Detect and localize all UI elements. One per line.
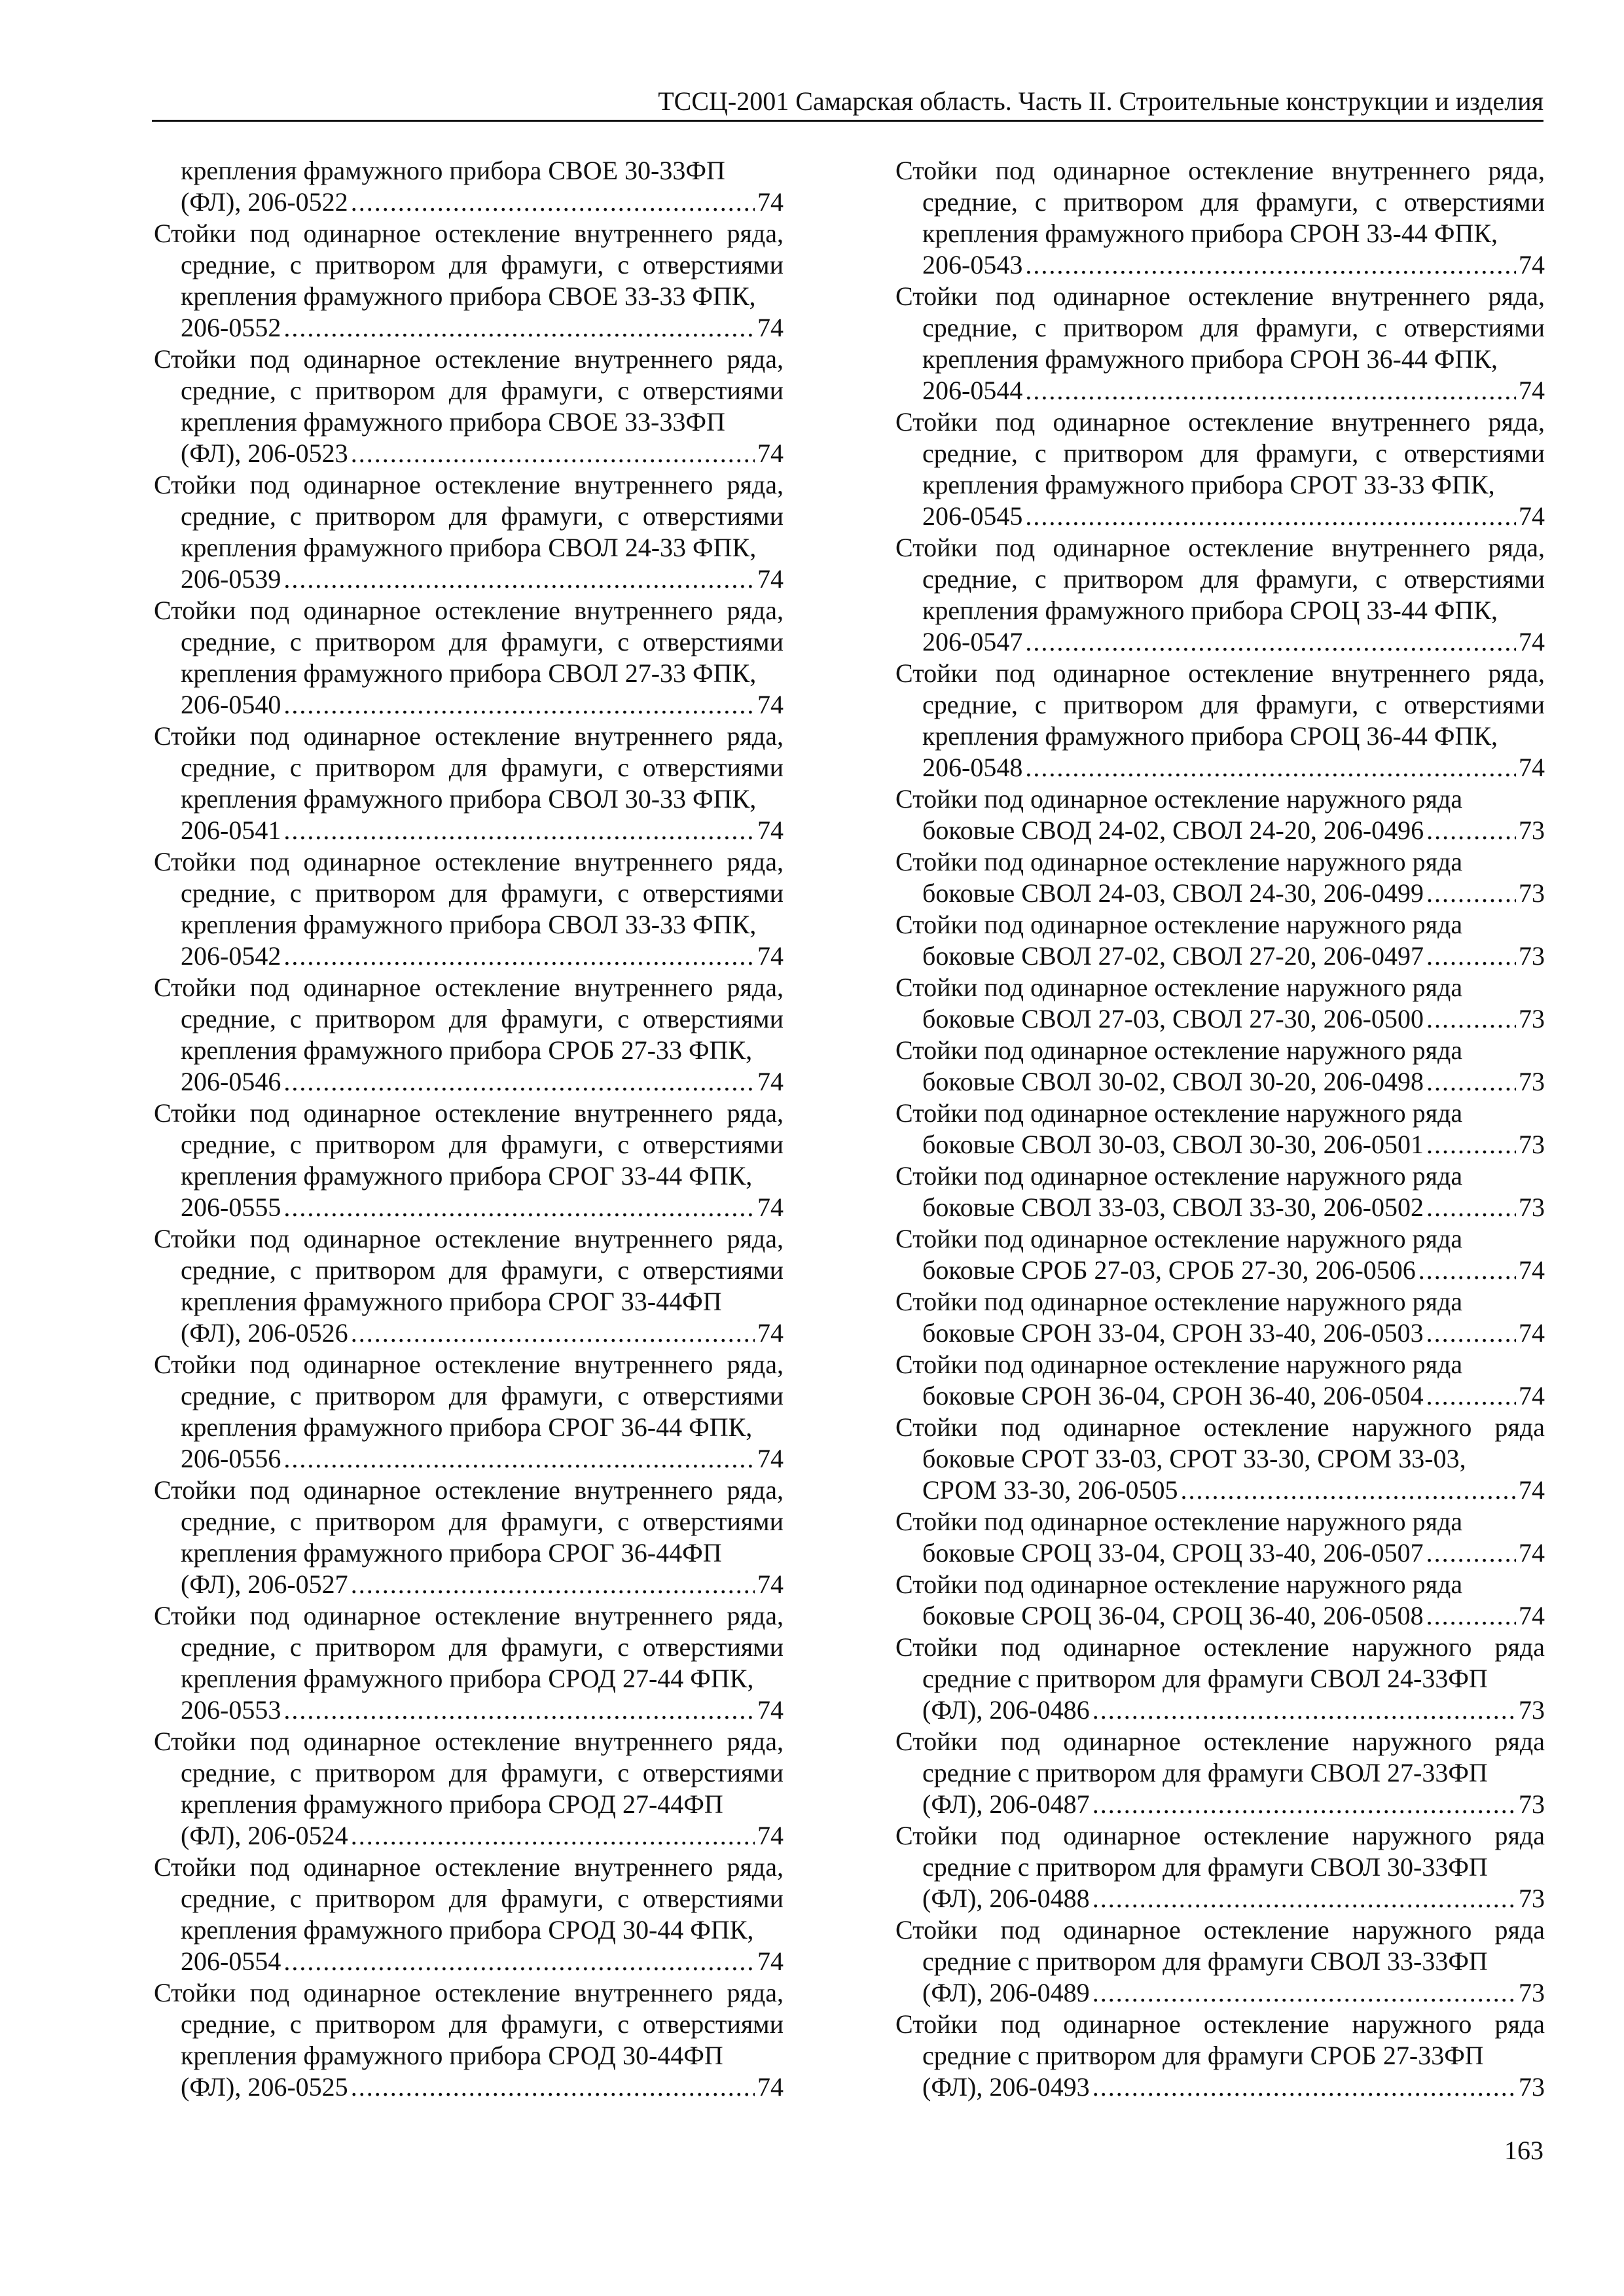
dot-leader <box>1092 1695 1516 1726</box>
index-entry-text: Стойки под одинарное остекление наружного ряда <box>895 847 1463 876</box>
entry-page: 74 <box>757 1946 784 1976</box>
index-entry <box>154 1852 784 1977</box>
entry-page: 74 <box>1519 1538 1545 1568</box>
entry-code: 206-0541 <box>181 816 281 845</box>
entry-page: 74 <box>1519 376 1545 405</box>
index-entry-text: Стойки под одинарное остекление наружного ряда <box>895 1350 1463 1379</box>
index-entry <box>895 1569 1545 1632</box>
index-entry <box>895 1035 1545 1098</box>
entry-page: 73 <box>1519 1067 1545 1096</box>
dot-leader <box>283 1695 755 1726</box>
entry-code: боковые СВОД 24-02, СВОЛ 24-20, 206-0496 <box>922 816 1424 845</box>
entry-code: (ФЛ), 206-0525 <box>181 2072 348 2102</box>
dot-leader <box>283 815 755 846</box>
dot-leader <box>1092 2072 1516 2103</box>
dot-leader <box>1025 249 1516 281</box>
index-entry <box>895 1412 1545 1506</box>
index-entry-ref <box>895 375 1545 406</box>
dot-leader <box>1025 501 1516 532</box>
index-entry-text: Стойки под одинарное остекление наружного ряда <box>895 1035 1463 1065</box>
index-entry <box>895 1349 1545 1412</box>
entry-page: 74 <box>1519 1255 1545 1285</box>
index-entry <box>154 595 784 721</box>
index-entry-text: Стойки под одинарное остекление наружного ряда <box>895 973 1463 1002</box>
index-entry-ref <box>154 941 784 972</box>
dot-leader <box>351 1569 755 1600</box>
dot-leader <box>283 564 755 595</box>
index-entry-ref <box>895 1003 1545 1035</box>
entry-code: 206-0544 <box>922 376 1023 405</box>
index-entry-ref <box>895 1380 1545 1412</box>
dot-leader <box>1426 878 1516 909</box>
entry-code: боковые СВОЛ 30-02, СВОЛ 30-20, 206-0498 <box>922 1067 1424 1096</box>
index-entry-ref <box>895 1255 1545 1286</box>
index-entry <box>895 1632 1545 1726</box>
index-entry <box>895 972 1545 1035</box>
index-entry-ref <box>895 501 1545 532</box>
index-entry-text: Стойки под одинарное остекление внутреннего ряда, средние, с притвором для фрамуги, с отверстиями крепления фрамужного прибора СВОЛ 27-33 ФПК, <box>154 596 784 688</box>
index-entry-text: Стойки под одинарное остекление внутреннего ряда, средние, с притвором для фрамуги, с отверстиями крепления фрамужного прибора СРОЦ 36-44 ФПК, <box>895 658 1545 751</box>
index-entry <box>154 972 784 1098</box>
index-entry <box>895 846 1545 909</box>
entry-page: 74 <box>757 1695 784 1725</box>
entry-code: боковые СРОЦ 36-04, СРОЦ 36-40, 206-0508 <box>922 1601 1424 1630</box>
index-entry-ref <box>895 1129 1545 1160</box>
entry-code: (ФЛ), 206-0487 <box>922 1789 1090 1819</box>
entry-page: 74 <box>1519 250 1545 279</box>
index-entry-ref <box>895 1977 1545 2009</box>
entry-page: 73 <box>1519 1884 1545 1913</box>
index-entry <box>895 658 1545 783</box>
dot-leader <box>283 312 755 344</box>
entry-code: (ФЛ), 206-0522 <box>181 187 348 217</box>
index-entry-ref <box>895 1537 1545 1569</box>
index-entry-text: Стойки под одинарное остекление внутреннего ряда, средние, с притвором для фрамуги, с отверстиями крепления фрамужного прибора СРОГ 33-44 ФПК, <box>154 1098 784 1191</box>
index-entry-text: Стойки под одинарное остекление наружного ряда <box>895 1287 1463 1316</box>
entry-code: (ФЛ), 206-0523 <box>181 439 348 468</box>
index-entry-text: Стойки под одинарное остекление внутреннего ряда, средние, с притвором для фрамуги, с отверстиями крепления фрамужного прибора СВОЛ 33-33 ФПК, <box>154 847 784 939</box>
index-entry <box>895 1160 1545 1223</box>
index-entry-text: Стойки под одинарное остекление внутреннего ряда, средние, с притвором для фрамуги, с отверстиями крепления фрамужного прибора СРОЦ 33-44 ФПК, <box>895 533 1545 625</box>
index-entry-ref <box>154 312 784 344</box>
entry-code: 206-0548 <box>922 753 1023 782</box>
index-entry <box>895 2009 1545 2103</box>
index-entry-ref <box>895 1475 1545 1506</box>
index-entry <box>154 1475 784 1600</box>
entry-page: 74 <box>757 187 784 217</box>
dot-leader <box>283 1443 755 1475</box>
entry-code: боковые СВОЛ 30-03, СВОЛ 30-30, 206-0501 <box>922 1130 1424 1159</box>
index-entry-text: Стойки под одинарное остекление внутреннего ряда, средние, с притвором для фрамуги, с отверстиями крепления фрамужного прибора СВОЛ 24-33 ФПК, <box>154 470 784 562</box>
index-entry-text: Стойки под одинарное остекление внутреннего ряда, средние, с притвором для фрамуги, с отверстиями крепления фрамужного прибора СВОЕ 33-33ФП <box>154 344 784 437</box>
index-entry-ref <box>154 2072 784 2103</box>
index-entry-text: Стойки под одинарное остекление наружного ряда <box>895 1507 1463 1536</box>
index-entry-text: Стойки под одинарное остекление наружного ряда <box>895 784 1463 814</box>
index-entry <box>154 846 784 972</box>
entry-page: 74 <box>757 690 784 719</box>
dot-leader <box>351 187 755 218</box>
dot-leader <box>283 1946 755 1977</box>
entry-code: 206-0555 <box>181 1193 281 1222</box>
index-entry <box>895 1820 1545 1914</box>
index-entry-text: Стойки под одинарное остекление внутреннего ряда, средние, с притвором для фрамуги, с отверстиями крепления фрамужного прибора СРОН 33-44 ФПК, <box>895 156 1545 248</box>
entry-page: 73 <box>1519 1789 1545 1819</box>
entry-page: 74 <box>757 439 784 468</box>
index-entry <box>895 155 1545 281</box>
index-entry <box>154 155 784 218</box>
entry-page: 73 <box>1519 1978 1545 2007</box>
index-entry-text: Стойки под одинарное остекление внутреннего ряда, средние, с притвором для фрамуги, с отверстиями крепления фрамужного прибора СРОН 36-44 ФПК, <box>895 281 1545 374</box>
dot-leader <box>283 941 755 972</box>
entry-page: 73 <box>1519 816 1545 845</box>
entry-page: 74 <box>757 816 784 845</box>
index-entry-ref <box>154 564 784 595</box>
entry-code: боковые СРОН 33-04, СРОН 33-40, 206-0503 <box>922 1318 1424 1348</box>
entry-page: 74 <box>1519 501 1545 531</box>
entry-code: 206-0552 <box>181 313 281 342</box>
index-entry-text: Стойки под одинарное остекление внутреннего ряда, средние, с притвором для фрамуги, с отверстиями крепления фрамужного прибора СРОД 30-44 ФПК, <box>154 1852 784 1945</box>
index-entry <box>154 218 784 344</box>
entry-code: (ФЛ), 206-0486 <box>922 1695 1090 1725</box>
index-entry-ref <box>154 1318 784 1349</box>
entry-page: 73 <box>1519 878 1545 908</box>
index-column-left <box>154 155 784 2103</box>
dot-leader <box>1025 752 1516 783</box>
index-entry <box>154 1349 784 1475</box>
index-entry-text: Стойки под одинарное остекление наружного ряда боковые СРОТ 33-03, СРОТ 33-30, СРОМ 33-03, <box>895 1412 1545 1473</box>
dot-leader <box>283 1192 755 1223</box>
index-entry-text: Стойки под одинарное остекление наружного ряда средние с притвором для фрамуги СВОЛ 27-33ФП <box>895 1727 1545 1787</box>
dot-leader <box>283 1066 755 1098</box>
entry-code: 206-0539 <box>181 564 281 594</box>
index-entry <box>895 532 1545 658</box>
index-entry-ref <box>895 1066 1545 1098</box>
index-entry-text: Стойки под одинарное остекление наружного ряда средние с притвором для фрамуги СВОЛ 24-33ФП <box>895 1632 1545 1693</box>
index-entry-text: Стойки под одинарное остекление внутреннего ряда, средние, с притвором для фрамуги, с отверстиями крепления фрамужного прибора СРОД 30-44ФП <box>154 1978 784 2070</box>
index-entry <box>154 1726 784 1852</box>
index-entry-text: Стойки под одинарное остекление внутреннего ряда, средние, с притвором для фрамуги, с отверстиями крепления фрамужного прибора СРОГ 33-44ФП <box>154 1224 784 1316</box>
index-entry-text: Стойки под одинарное остекление наружного ряда средние с притвором для фрамуги СВОЛ 30-33ФП <box>895 1821 1545 1882</box>
index-entry-ref <box>895 752 1545 783</box>
entry-code: 206-0543 <box>922 250 1023 279</box>
index-entry <box>895 406 1545 532</box>
index-entry-ref <box>154 1066 784 1098</box>
index-entry-text: Стойки под одинарное остекление внутреннего ряда, средние, с притвором для фрамуги, с отверстиями крепления фрамужного прибора СВОЕ 33-33 ФПК, <box>154 219 784 311</box>
dot-leader <box>1418 1255 1516 1286</box>
index-entry <box>154 344 784 469</box>
entry-code: (ФЛ), 206-0493 <box>922 2072 1090 2102</box>
index-entry <box>895 1286 1545 1349</box>
entry-page: 74 <box>757 564 784 594</box>
index-entry-ref <box>154 1569 784 1600</box>
index-entry-ref <box>895 878 1545 909</box>
index-entry-ref <box>895 626 1545 658</box>
index-entry <box>895 909 1545 972</box>
dot-leader <box>1426 815 1516 846</box>
entry-code: боковые СРОЦ 33-04, СРОЦ 33-40, 206-0507 <box>922 1538 1424 1568</box>
index-entry <box>154 1977 784 2103</box>
index-entry <box>154 1223 784 1349</box>
entry-page: 74 <box>757 941 784 971</box>
entry-code: боковые СРОН 36-04, СРОН 36-40, 206-0504 <box>922 1381 1424 1410</box>
index-entry-ref <box>895 249 1545 281</box>
entry-page: 74 <box>757 313 784 342</box>
index-entry-ref <box>154 1820 784 1852</box>
entry-page: 74 <box>757 1193 784 1222</box>
dot-leader <box>1025 375 1516 406</box>
entry-code: СРОМ 33-30, 206-0505 <box>922 1475 1178 1505</box>
index-entry-text: крепления фрамужного прибора СВОЕ 30-33ФП <box>181 156 725 185</box>
index-entry-text: Стойки под одинарное остекление наружного ряда <box>895 1098 1463 1128</box>
index-entry-ref <box>154 187 784 218</box>
entry-page: 74 <box>1519 1601 1545 1630</box>
index-entry <box>895 1506 1545 1569</box>
entry-page: 74 <box>1519 753 1545 782</box>
dot-leader <box>1426 1003 1516 1035</box>
index-entry <box>895 1726 1545 1820</box>
page-number: 163 <box>1504 2136 1543 2165</box>
index-entry <box>895 1914 1545 2009</box>
dot-leader <box>1426 941 1516 972</box>
entry-code: (ФЛ), 206-0488 <box>922 1884 1090 1913</box>
index-entry <box>154 1600 784 1726</box>
index-entry <box>154 1098 784 1223</box>
index-entry <box>154 721 784 846</box>
entry-page: 74 <box>757 1444 784 1473</box>
entry-code: 206-0554 <box>181 1946 281 1976</box>
entry-code: боковые СВОЛ 27-02, СВОЛ 27-20, 206-0497 <box>922 941 1424 971</box>
index-entry-ref <box>895 941 1545 972</box>
index-entry-ref <box>154 1443 784 1475</box>
entry-page: 73 <box>1519 2072 1545 2102</box>
index-entry-text: Стойки под одинарное остекление внутреннего ряда, средние, с притвором для фрамуги, с отверстиями крепления фрамужного прибора СВОЛ 30-33 ФПК, <box>154 721 784 814</box>
index-entry <box>895 783 1545 846</box>
index-entry-text: Стойки под одинарное остекление внутреннего ряда, средние, с притвором для фрамуги, с отверстиями крепления фрамужного прибора СРОД 27-44ФП <box>154 1727 784 1819</box>
index-entry-ref <box>895 1695 1545 1726</box>
dot-leader <box>1092 1883 1516 1914</box>
entry-page: 74 <box>757 1067 784 1096</box>
dot-leader <box>1426 1600 1516 1632</box>
index-entry-text: Стойки под одинарное остекление наружного ряда <box>895 1224 1463 1253</box>
index-entry-text: Стойки под одинарное остекление внутреннего ряда, средние, с притвором для фрамуги, с отверстиями крепления фрамужного прибора СРОГ 36-44 ФПК, <box>154 1350 784 1442</box>
entry-page: 73 <box>1519 941 1545 971</box>
entry-page: 74 <box>1519 1381 1545 1410</box>
dot-leader <box>1025 626 1516 658</box>
entry-page: 74 <box>757 2072 784 2102</box>
running-header <box>152 82 1543 122</box>
dot-leader <box>1426 1318 1516 1349</box>
index-entry <box>154 469 784 595</box>
entry-page: 74 <box>1519 1318 1545 1348</box>
index-entry-text: Стойки под одинарное остекление наружного ряда средние с притвором для фрамуги СРОБ 27-33ФП <box>895 2009 1545 2070</box>
index-entry-ref <box>154 1192 784 1223</box>
entry-page: 74 <box>757 1821 784 1850</box>
dot-leader <box>283 689 755 721</box>
entry-code: боковые СВОЛ 33-03, СВОЛ 33-30, 206-0502 <box>922 1193 1424 1222</box>
entry-page: 74 <box>1519 1475 1545 1505</box>
dot-leader <box>351 2072 755 2103</box>
dot-leader <box>351 1820 755 1852</box>
index-entry-text: Стойки под одинарное остекление наружного ряда <box>895 1570 1463 1599</box>
index-entry-ref <box>895 2072 1545 2103</box>
entry-page: 73 <box>1519 1004 1545 1033</box>
entry-page: 73 <box>1519 1130 1545 1159</box>
dot-leader <box>351 1318 755 1349</box>
index-entry-ref <box>154 689 784 721</box>
entry-code: боковые СВОЛ 24-03, СВОЛ 24-30, 206-0499 <box>922 878 1424 908</box>
index-entry-ref <box>154 1946 784 1977</box>
entry-code: 206-0547 <box>922 627 1023 656</box>
index-entry-ref <box>154 438 784 469</box>
entry-page: 73 <box>1519 1193 1545 1222</box>
entry-code: 206-0542 <box>181 941 281 971</box>
index-entry-ref <box>895 1318 1545 1349</box>
dot-leader <box>351 438 755 469</box>
entry-code: (ФЛ), 206-0526 <box>181 1318 348 1348</box>
index-entry-text: Стойки под одинарное остекление наружного ряда <box>895 1161 1463 1191</box>
index-entry <box>895 281 1545 406</box>
index-entry-ref <box>895 1192 1545 1223</box>
entry-code: (ФЛ), 206-0524 <box>181 1821 348 1850</box>
index-entry-text: Стойки под одинарное остекление наружного ряда <box>895 910 1463 939</box>
entry-page: 73 <box>1519 1695 1545 1725</box>
index-entry-text: Стойки под одинарное остекление внутреннего ряда, средние, с притвором для фрамуги, с отверстиями крепления фрамужного прибора СРОТ 33-33 ФПК, <box>895 407 1545 499</box>
index-entry-ref <box>154 815 784 846</box>
index-entry-text: Стойки под одинарное остекление внутреннего ряда, средние, с притвором для фрамуги, с отверстиями крепления фрамужного прибора СРОБ 27-33 ФПК, <box>154 973 784 1065</box>
dot-leader <box>1426 1066 1516 1098</box>
index-entry-ref <box>895 1883 1545 1914</box>
entry-page: 74 <box>757 1318 784 1348</box>
entry-page: 74 <box>757 1570 784 1599</box>
dot-leader <box>1092 1789 1516 1820</box>
index-entry-ref <box>895 1789 1545 1820</box>
index-column-right <box>895 155 1545 2103</box>
entry-code: (ФЛ), 206-0489 <box>922 1978 1090 2007</box>
entry-code: (ФЛ), 206-0527 <box>181 1570 348 1599</box>
entry-code: 206-0546 <box>181 1067 281 1096</box>
dot-leader <box>1092 1977 1516 2009</box>
entry-code: 206-0556 <box>181 1444 281 1473</box>
index-entry-ref <box>895 815 1545 846</box>
index-entry-text: Стойки под одинарное остекление внутреннего ряда, средние, с притвором для фрамуги, с отверстиями крепления фрамужного прибора СРОГ 36-44ФП <box>154 1475 784 1568</box>
index-entry <box>895 1098 1545 1160</box>
index-entry-ref <box>154 1695 784 1726</box>
index-entry-ref <box>895 1600 1545 1632</box>
dot-leader <box>1426 1380 1516 1412</box>
header-title: ТССЦ-2001 Самарская область. Часть II. Строительные конструкции и изделия <box>658 86 1543 116</box>
entry-code: 206-0553 <box>181 1695 281 1725</box>
dot-leader <box>1426 1192 1516 1223</box>
dot-leader <box>1181 1475 1516 1506</box>
index-entry <box>895 1223 1545 1286</box>
dot-leader <box>1426 1129 1516 1160</box>
entry-code: боковые СВОЛ 27-03, СВОЛ 27-30, 206-0500 <box>922 1004 1424 1033</box>
index-entry-text: Стойки под одинарное остекление внутреннего ряда, средние, с притвором для фрамуги, с отверстиями крепления фрамужного прибора СРОД 27-44 ФПК, <box>154 1601 784 1693</box>
entry-page: 74 <box>1519 627 1545 656</box>
index-entry-text: Стойки под одинарное остекление наружного ряда средние с притвором для фрамуги СВОЛ 33-33ФП <box>895 1915 1545 1976</box>
entry-code: 206-0540 <box>181 690 281 719</box>
dot-leader <box>1426 1537 1516 1569</box>
entry-code: 206-0545 <box>922 501 1023 531</box>
entry-code: боковые СРОБ 27-03, СРОБ 27-30, 206-0506 <box>922 1255 1416 1285</box>
